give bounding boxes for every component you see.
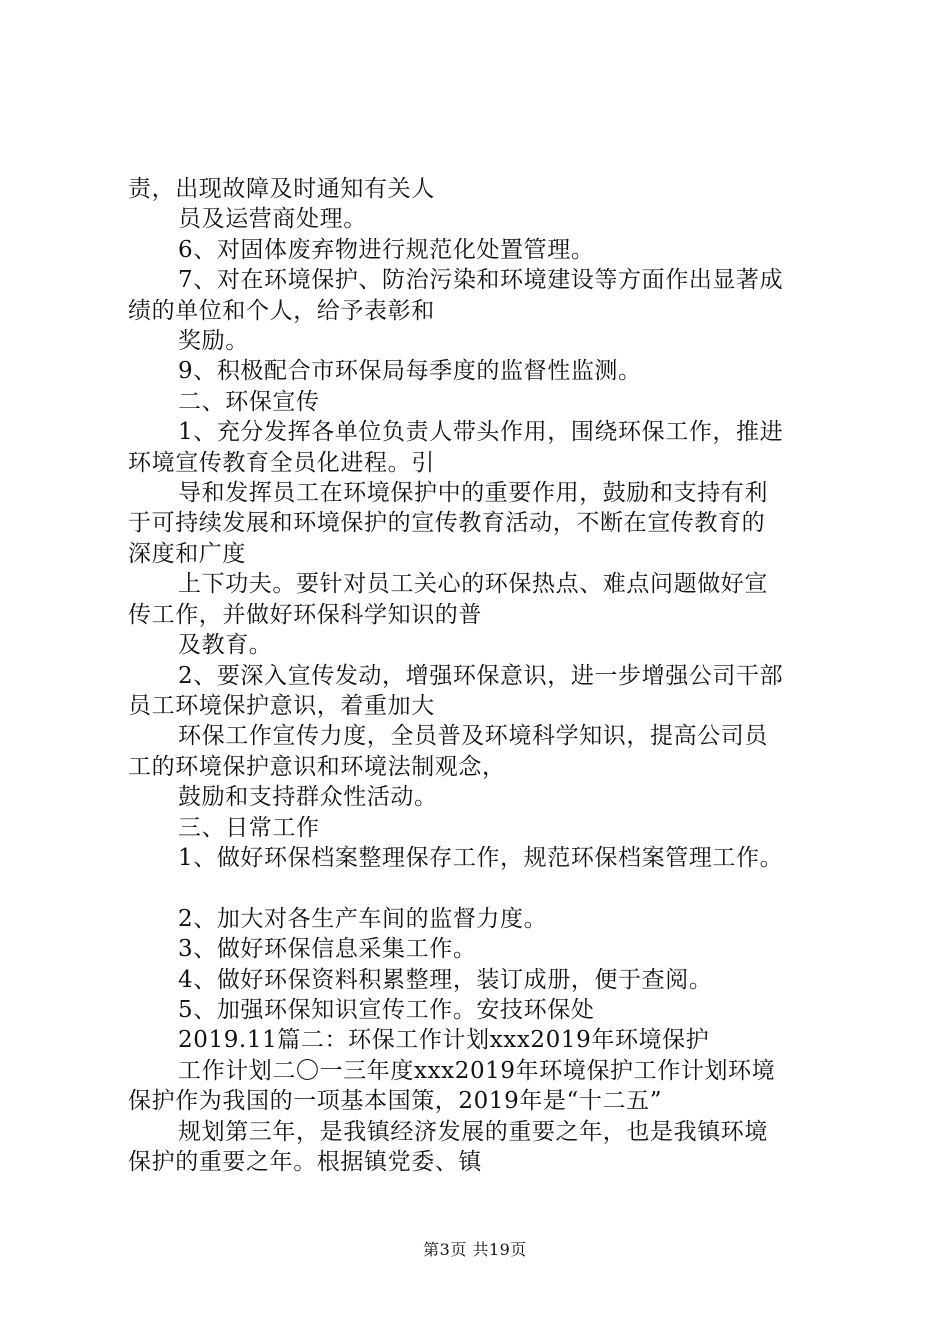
text-line: 2、加大对各生产车间的监督力度。 [178,905,548,932]
text-line: 3、做好环保信息采集工作。 [178,936,477,963]
text-line: 1、做好环保档案整理保存工作，规范环保档案管理工作。 [178,844,784,871]
text-line: 责，出现故障及时通知有关人 [128,176,435,202]
text-line: 员工环境保护意识，着重加大 [128,692,435,719]
text-line: 工作计划二〇一三年度xxx2019年环境保护工作计划环境 [178,1057,776,1084]
text-line: 工的环境保护意识和环境法制观念， [128,753,506,780]
document-body [128,174,832,1177]
text-line: 4、做好环保资料积累整理，装订成册，便于查阅。 [178,966,713,993]
text-line: 保护作为我国的一项基本国策，2019年是“十二五” [128,1088,663,1115]
text-line: 于可持续发展和环境保护的宣传教育活动，不断在宣传教育的 [128,510,766,537]
text-line: 绩的单位和个人，给予表彰和 [128,297,435,324]
text-line: 5、加强环保知识宣传工作。安技环保处 [178,996,595,1023]
page-number-footer: 第3页 共19页 [423,1240,527,1259]
text-line: 员及运营商处理。 [178,206,367,233]
text-line: 深度和广度 [128,540,246,567]
text-line: 传工作，并做好环保科学知识的普 [128,601,482,628]
text-line: 及教育。 [178,632,273,659]
text-line: 6、对固体废弃物进行规范化处置管理。 [178,236,595,263]
section-heading: 二、环保宣传 [178,388,320,415]
text-line: 2019.11篇二：环保工作计划xxx2019年环境保护 [178,1027,710,1054]
text-line: 1、充分发挥各单位负责人带头作用，围绕环保工作，推进 [178,419,784,446]
text-line: 鼓励和支持群众性活动。 [178,784,438,811]
text-line: 环境宣传教育全员化进程。引 [128,449,435,476]
text-line: 2、要深入宣传发动，增强环保意识，进一步增强公司干部 [178,662,784,689]
text-line: 导和发挥员工在环境保护中的重要作用，鼓励和支持有利 [178,480,768,507]
text-line: 9、积极配合市环保局每季度的监督性监测。 [178,358,642,385]
text-line: 7、对在环境保护、防治污染和环境建设等方面作出显著成 [178,267,784,294]
text-line: 规划第三年，是我镇经济发展的重要之年，也是我镇环境 [178,1118,768,1145]
text-line: 上下功夫。要针对员工关心的环保热点、难点问题做好宣 [178,571,768,598]
text-line: 环保工作宣传力度，全员普及环境科学知识，提高公司员 [178,723,768,750]
section-heading: 三、日常工作 [178,814,320,841]
text-line: 奖励。 [178,328,249,355]
blank-line [128,873,832,903]
text-line: 保护的重要之年。根据镇党委、镇 [128,1148,482,1175]
